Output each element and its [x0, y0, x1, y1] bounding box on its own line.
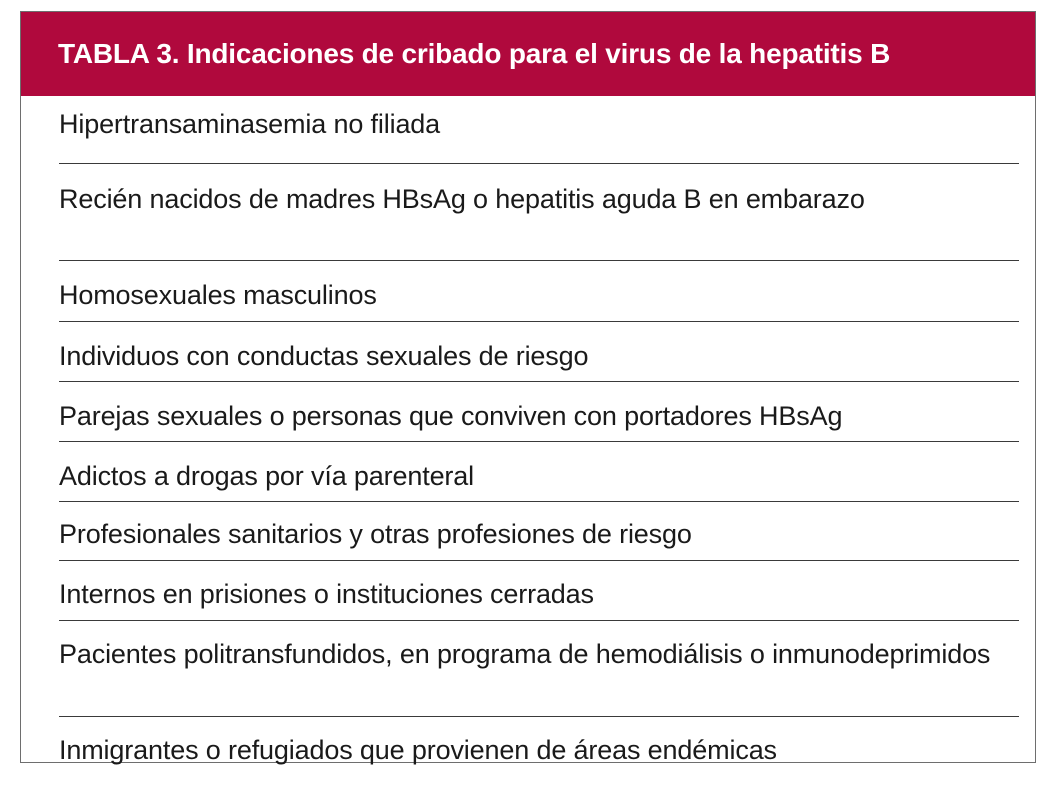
table-row — [59, 637, 1019, 717]
row-text: Pacientes politransfundidos, en programa de hemodiálisis o inmunodeprimidos — [59, 639, 991, 669]
row-text: Individuos con conductas sexuales de riesgo — [59, 341, 589, 371]
table-row — [59, 517, 1019, 561]
row-text: Hipertransaminasemia no filiada — [59, 109, 441, 139]
table-row — [59, 278, 1019, 322]
table-row — [59, 399, 1019, 442]
table-row — [59, 107, 1019, 164]
table-title: TABLA 3. Indicaciones de cribado para el virus de la hepatitis B — [58, 38, 891, 69]
screening-table — [20, 11, 1036, 763]
row-text: Inmigrantes o refugiados que provienen de áreas endémicas — [59, 735, 777, 765]
table-row — [59, 182, 1019, 261]
table-row — [59, 339, 1019, 382]
row-text: Recién nacidos de madres HBsAg o hepatitis aguda B en embarazo — [59, 184, 865, 214]
row-text: Homosexuales masculinos — [59, 280, 377, 310]
row-text: Profesionales sanitarios y otras profesiones de riesgo — [59, 519, 692, 549]
table-row — [59, 733, 1019, 773]
row-text: Internos en prisiones o instituciones cerradas — [59, 579, 594, 609]
table-header — [21, 12, 1035, 96]
table-row — [59, 577, 1019, 621]
table-row — [59, 459, 1019, 502]
row-text: Parejas sexuales o personas que conviven con portadores HBsAg — [59, 401, 843, 431]
row-text: Adictos a drogas por vía parenteral — [59, 461, 474, 491]
